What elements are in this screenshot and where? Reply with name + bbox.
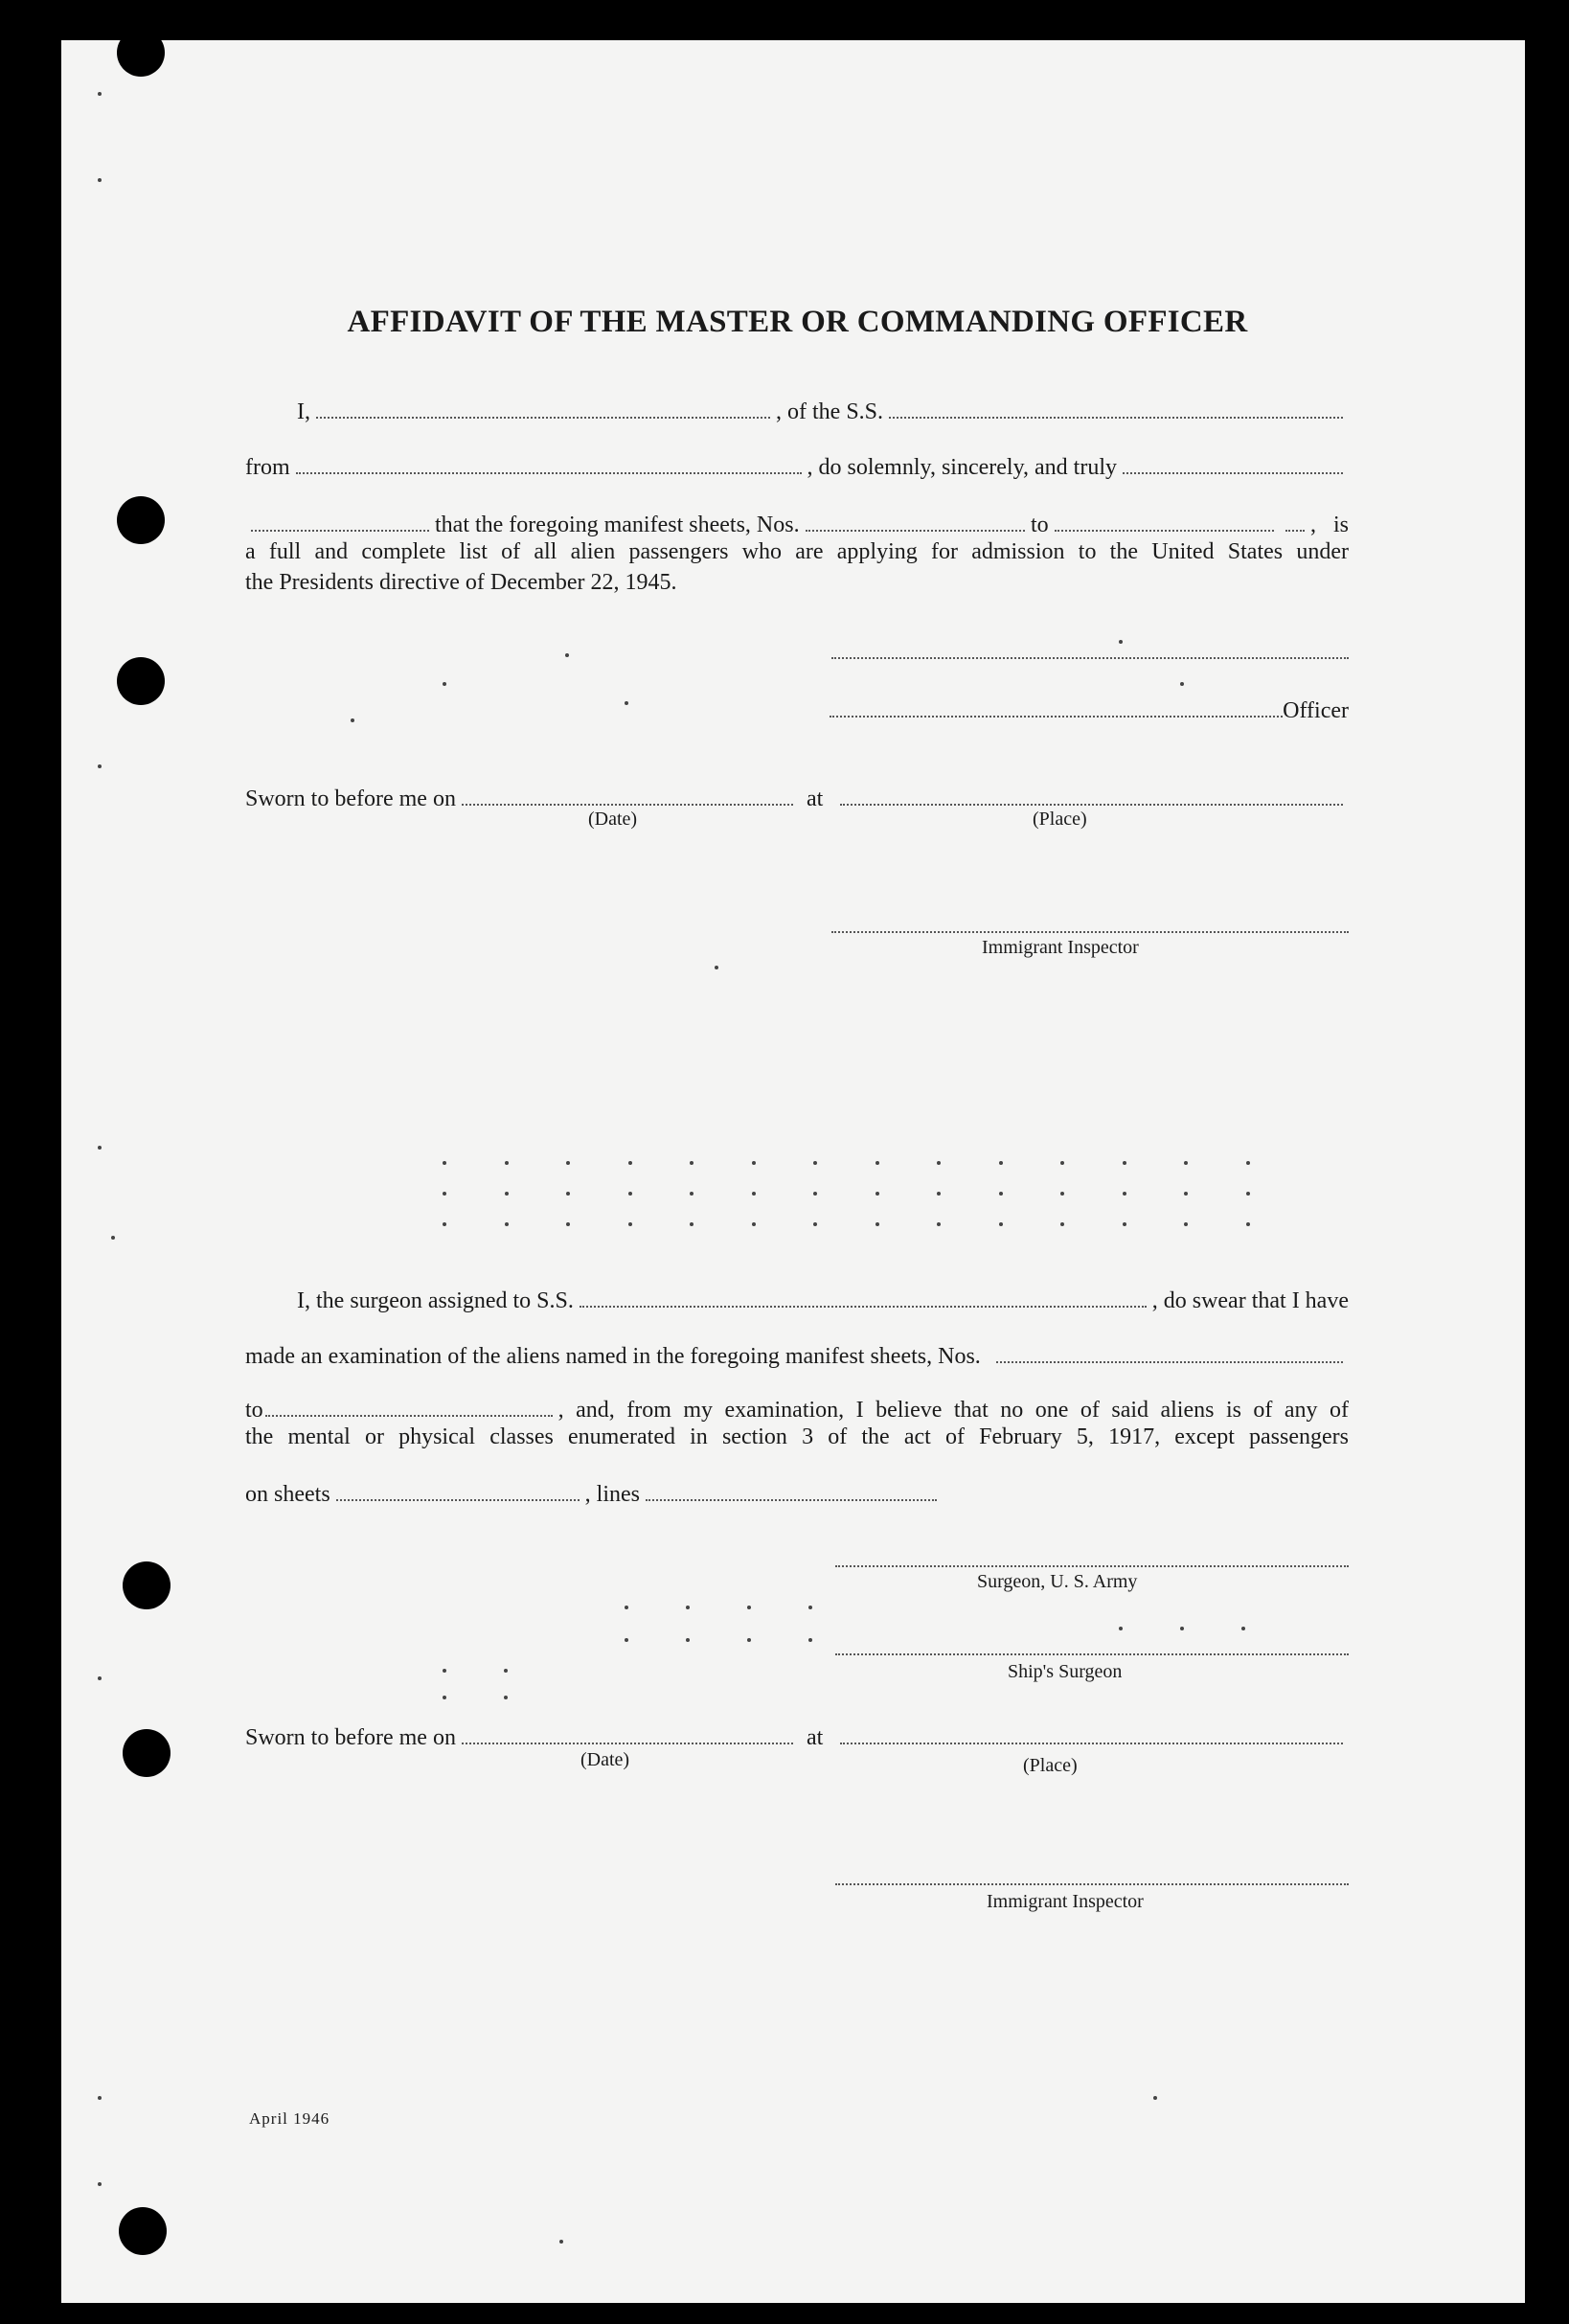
text: Sworn to before me on	[245, 1725, 456, 1750]
speckle	[747, 1606, 751, 1609]
officer-signature-field[interactable]	[830, 716, 1283, 718]
speckle	[813, 1222, 817, 1226]
sheets-extra-field[interactable]	[1285, 530, 1305, 532]
speckle	[1060, 1161, 1064, 1165]
text: , do solemnly, sincerely, and truly	[807, 455, 1117, 480]
speckle	[628, 1192, 632, 1196]
text: on sheets	[245, 1482, 330, 1507]
page-title: AFFIDAVIT OF THE MASTER OR COMMANDING OFFICER	[347, 305, 1248, 339]
speckle	[1123, 1222, 1126, 1226]
text: , and, from my examination, I believe that no one of said aliens is of any of	[557, 1398, 1349, 1423]
speckle	[690, 1161, 694, 1165]
speckle	[937, 1161, 941, 1165]
speckle	[1184, 1192, 1188, 1196]
punch-hole	[117, 657, 165, 705]
speckle	[752, 1161, 756, 1165]
text: from	[245, 455, 290, 480]
speckle	[937, 1222, 941, 1226]
speckle	[1246, 1161, 1250, 1165]
speckle	[875, 1161, 879, 1165]
speckle	[628, 1161, 632, 1165]
speckle	[443, 1222, 446, 1226]
speckle	[1060, 1222, 1064, 1226]
speckle	[566, 1161, 570, 1165]
speckle	[1119, 640, 1123, 644]
speckle	[625, 701, 628, 705]
text: a full and complete list of all alien passengers who are applying for admission to the United States under	[245, 539, 1349, 564]
surgeon-sworn-date-field[interactable]	[462, 1743, 793, 1744]
speckle	[747, 1638, 751, 1642]
surgeon-sworn-place-field[interactable]	[840, 1743, 1343, 1744]
text: I, the surgeon assigned to S.S.	[297, 1288, 574, 1313]
speckle	[808, 1638, 812, 1642]
speckle	[111, 1236, 115, 1240]
speckle	[443, 1192, 446, 1196]
sheets-from-field[interactable]	[806, 530, 1025, 532]
text: at	[806, 1725, 824, 1750]
text: the Presidents directive of December 22, 1945.	[245, 570, 677, 595]
officer-signature-line-1[interactable]	[831, 657, 1349, 659]
text: is	[1333, 513, 1350, 537]
speckle	[875, 1222, 879, 1226]
speckle	[752, 1222, 756, 1226]
speckle	[98, 92, 102, 96]
speckle	[1241, 1627, 1245, 1630]
speckle	[1184, 1161, 1188, 1165]
speckle	[504, 1669, 508, 1673]
speckle	[999, 1161, 1003, 1165]
speckle	[505, 1192, 509, 1196]
speckle	[686, 1638, 690, 1642]
speckle	[625, 1638, 628, 1642]
speckle	[1123, 1161, 1126, 1165]
text: , lines	[584, 1482, 640, 1507]
speckle	[98, 2096, 102, 2100]
speckle	[690, 1222, 694, 1226]
speckle	[98, 1676, 102, 1680]
speckle	[443, 1696, 446, 1699]
speckle	[559, 2240, 563, 2244]
punch-hole	[123, 1729, 171, 1777]
speckle	[565, 653, 569, 657]
surgeon-sworn-line	[245, 1717, 1349, 1751]
speckle	[875, 1192, 879, 1196]
surgeon-line-3	[245, 1389, 1349, 1424]
speckle	[625, 1606, 628, 1609]
surgeon-inspector-signature-line[interactable]	[835, 1883, 1349, 1885]
text: I,	[297, 399, 310, 424]
sheets-to-field[interactable]	[1055, 530, 1274, 532]
speckle	[628, 1222, 632, 1226]
speckle	[1119, 1627, 1123, 1630]
speckle	[1246, 1222, 1250, 1226]
speckle	[505, 1161, 509, 1165]
speckle	[443, 1161, 446, 1165]
speckle	[443, 682, 446, 686]
speckle	[504, 1696, 508, 1699]
date-caption: (Date)	[588, 809, 638, 830]
exception-lines-field[interactable]	[646, 1499, 937, 1501]
text: that the foregoing manifest sheets, Nos.	[435, 513, 800, 537]
master-sworn-date-field[interactable]	[462, 804, 793, 806]
text: ,	[1310, 513, 1316, 537]
master-sworn-line	[245, 778, 1349, 812]
text: the mental or physical classes enumerated in section 3 of the act of February 5, 1917, except passengers	[245, 1424, 1349, 1449]
speckle	[98, 2182, 102, 2186]
speckle	[813, 1161, 817, 1165]
exception-sheets-field[interactable]	[336, 1499, 580, 1501]
surgeon-line-1	[245, 1280, 1349, 1314]
speckle	[566, 1192, 570, 1196]
text: to	[1030, 513, 1049, 537]
speckle	[98, 178, 102, 182]
speckle	[999, 1192, 1003, 1196]
master-line-1	[245, 391, 1349, 425]
surgeon-sheets-to-field[interactable]	[265, 1415, 553, 1417]
speckle	[98, 1146, 102, 1150]
master-sworn-place-field[interactable]	[840, 804, 1343, 806]
master-statement	[245, 536, 1349, 598]
master-inspector-signature-line[interactable]	[831, 931, 1349, 933]
army-surgeon-signature-line[interactable]	[835, 1565, 1349, 1567]
text: to	[245, 1398, 263, 1423]
speckle	[686, 1606, 690, 1609]
speckle	[98, 764, 102, 768]
ship-name-field[interactable]	[889, 417, 1343, 419]
speckle	[715, 966, 718, 969]
text: , do swear that I have	[1151, 1288, 1349, 1313]
speckle	[1060, 1192, 1064, 1196]
punch-hole	[123, 1561, 171, 1609]
date-caption: (Date)	[580, 1749, 630, 1770]
speckle	[1180, 1627, 1184, 1630]
speckle	[690, 1192, 694, 1196]
text: at	[806, 786, 824, 811]
officer-signature-line-2	[824, 690, 1349, 724]
speckle	[752, 1192, 756, 1196]
speckle	[937, 1192, 941, 1196]
master-line-2	[245, 446, 1349, 481]
place-caption: (Place)	[1023, 1755, 1078, 1776]
text: made an examination of the aliens named in the foregoing manifest sheets, Nos.	[245, 1344, 981, 1369]
speckle	[1123, 1192, 1126, 1196]
officer-label: Officer	[1283, 698, 1349, 723]
master-name-field[interactable]	[316, 417, 770, 419]
speckle	[1184, 1222, 1188, 1226]
punch-hole	[117, 496, 165, 544]
speckle	[813, 1192, 817, 1196]
oath-type-field[interactable]	[1123, 472, 1343, 474]
surgeon-sheets-from-field[interactable]	[996, 1361, 1343, 1363]
speckle	[808, 1606, 812, 1609]
master-line-3	[245, 504, 1349, 538]
speckle	[505, 1222, 509, 1226]
punch-hole	[119, 2207, 167, 2255]
text: Sworn to before me on	[245, 786, 456, 811]
form-page	[61, 40, 1525, 2303]
surgeon-ship-field[interactable]	[580, 1306, 1147, 1308]
surgeon-line-2	[245, 1335, 1349, 1370]
ship-surgeon-signature-line[interactable]	[835, 1653, 1349, 1655]
ship-surgeon-caption: Ship's Surgeon	[1008, 1661, 1123, 1682]
speckle	[443, 1669, 446, 1673]
punch-hole	[117, 29, 165, 77]
speckle	[1246, 1192, 1250, 1196]
oath-continuation-field[interactable]	[251, 530, 429, 532]
surgeon-line-5	[245, 1473, 1349, 1508]
speckle	[1153, 2096, 1157, 2100]
inspector-caption: Immigrant Inspector	[982, 937, 1139, 958]
speckle	[351, 718, 354, 722]
speckle	[999, 1222, 1003, 1226]
army-surgeon-caption: Surgeon, U. S. Army	[977, 1571, 1138, 1592]
surgeon-statement	[245, 1422, 1349, 1452]
speckle	[566, 1222, 570, 1226]
inspector-caption: Immigrant Inspector	[987, 1891, 1144, 1912]
place-caption: (Place)	[1033, 809, 1087, 830]
text: , of the S.S.	[776, 399, 884, 424]
form-date-footer: April 1946	[249, 2109, 330, 2128]
speckle	[1180, 682, 1184, 686]
departure-port-field[interactable]	[296, 472, 802, 474]
